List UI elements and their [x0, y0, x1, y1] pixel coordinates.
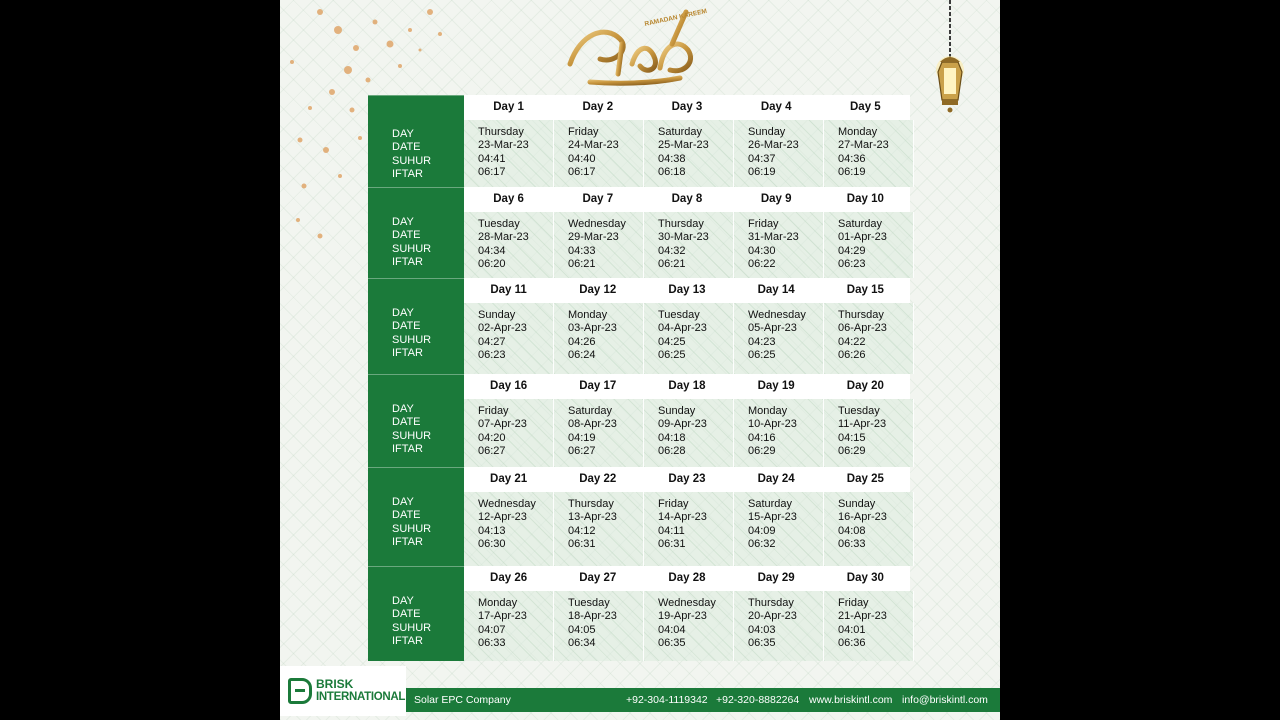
weekday: Sunday: [658, 405, 696, 417]
iftar-time: 06:35: [658, 637, 686, 650]
suhur-time: 04:40: [568, 152, 596, 165]
footer: [280, 664, 1000, 720]
iftar-time: 06:19: [748, 166, 776, 179]
row-label: IFTAR: [392, 256, 423, 269]
date: 04-Apr-23: [658, 322, 707, 335]
day-cell: [644, 399, 734, 467]
row-label: SUHUR: [392, 242, 432, 255]
day-cell: [824, 399, 914, 467]
suhur-time: 04:36: [838, 152, 866, 165]
day-cell: [734, 591, 824, 661]
email-link[interactable]: info@briskintl.com: [902, 694, 988, 706]
row-label: DAY: [392, 496, 414, 508]
day-data-row: [464, 492, 914, 566]
row-label: DATE: [392, 608, 421, 621]
row-label: DAY: [392, 307, 414, 319]
date: 12-Apr-23: [478, 511, 527, 524]
row-label: SUHUR: [392, 621, 432, 634]
iftar-time: 06:32: [748, 538, 776, 551]
iftar-time: 06:28: [658, 445, 686, 458]
iftar-time: 06:36: [838, 637, 866, 650]
ramadan-timetable: [368, 95, 914, 661]
company-logo: [280, 666, 406, 716]
row-label: IFTAR: [392, 168, 423, 181]
day-number: Day 21: [490, 473, 528, 485]
day-cell: [554, 492, 644, 566]
date: 17-Apr-23: [478, 610, 527, 623]
iftar-time: 06:26: [838, 349, 866, 362]
day-number: Day 7: [582, 193, 614, 205]
date: 21-Apr-23: [838, 610, 887, 623]
row-label: DATE: [392, 509, 421, 522]
suhur-time: 04:29: [838, 244, 866, 257]
row-label: DAY: [392, 216, 414, 228]
row-label: IFTAR: [392, 347, 423, 360]
iftar-time: 06:21: [658, 258, 686, 271]
weekday: Wednesday: [748, 309, 806, 321]
iftar-time: 06:29: [838, 445, 866, 458]
day-number: Day 5: [850, 101, 881, 113]
day-cell: [644, 591, 734, 661]
date: 24-Mar-23: [568, 139, 619, 152]
date: 01-Apr-23: [838, 231, 887, 244]
suhur-time: 04:13: [478, 524, 506, 537]
row-label: SUHUR: [392, 522, 432, 535]
website-link[interactable]: www.briskintl.com: [809, 694, 893, 706]
date: 27-Mar-23: [838, 139, 889, 152]
row-label: IFTAR: [392, 443, 423, 456]
company-tagline: Solar EPC Company: [414, 694, 511, 706]
day-number: Day 9: [760, 193, 792, 205]
suhur-time: 04:41: [478, 152, 506, 165]
day-number: Day 27: [579, 572, 617, 584]
day-number: Day 22: [579, 473, 617, 485]
iftar-time: 06:27: [478, 445, 506, 458]
date: 02-Apr-23: [478, 322, 527, 335]
day-number: Day 3: [671, 101, 703, 113]
logo-mark-icon: [288, 678, 312, 704]
iftar-time: 06:35: [748, 637, 776, 650]
row-label: SUHUR: [392, 154, 432, 167]
logo-line-1: BRISK: [316, 677, 354, 691]
day-number: Day 14: [757, 284, 795, 296]
weekday: Tuesday: [838, 405, 880, 417]
day-number: Day 19: [757, 380, 795, 392]
iftar-time: 06:34: [568, 637, 596, 650]
iftar-time: 06:25: [658, 349, 686, 362]
iftar-time: 06:21: [568, 258, 596, 271]
day-cell: [554, 212, 644, 278]
weekday: Monday: [568, 309, 608, 321]
suhur-time: 04:05: [568, 623, 596, 636]
row-label: DATE: [392, 416, 421, 429]
day-number: Day 25: [846, 473, 884, 485]
date: 10-Apr-23: [748, 418, 797, 431]
day-header-row: [464, 187, 910, 212]
day-data-row: [464, 591, 914, 661]
date: 19-Apr-23: [658, 610, 707, 623]
iftar-time: 06:33: [838, 538, 866, 551]
day-cell: [464, 591, 554, 661]
day-cell: [644, 212, 734, 278]
day-cell: [464, 492, 554, 566]
day-number: Day 18: [668, 380, 706, 392]
day-header-row: [464, 95, 910, 120]
weekday: Friday: [658, 498, 689, 510]
row-label: IFTAR: [392, 635, 423, 648]
suhur-time: 04:09: [748, 524, 776, 537]
day-cell: [824, 212, 914, 278]
day-number: Day 30: [846, 572, 884, 584]
row-label: DAY: [392, 403, 414, 415]
day-data-row: [464, 303, 914, 374]
day-cell: [824, 303, 914, 374]
row-labels: [368, 374, 464, 467]
day-cell: [554, 399, 644, 467]
day-header-row: [464, 467, 910, 492]
suhur-time: 04:03: [748, 623, 776, 636]
row-label: DATE: [392, 229, 421, 242]
row-label: SUHUR: [392, 429, 432, 442]
weekday: Friday: [568, 126, 599, 138]
row-labels: [368, 566, 464, 661]
row-label: SUHUR: [392, 333, 432, 346]
day-number: Day 12: [579, 284, 617, 296]
date: 29-Mar-23: [568, 231, 619, 244]
iftar-time: 06:23: [478, 349, 506, 362]
ramadan-kareem-calligraphy: [560, 4, 710, 90]
iftar-time: 06:31: [568, 538, 596, 551]
date: 23-Mar-23: [478, 139, 529, 152]
date: 28-Mar-23: [478, 231, 529, 244]
day-data-row: [464, 399, 914, 467]
row-labels: [368, 467, 464, 566]
weekday: Thursday: [658, 218, 704, 230]
iftar-time: 06:19: [838, 166, 866, 179]
weekday: Monday: [748, 405, 788, 417]
suhur-time: 04:27: [478, 335, 506, 348]
weekday: Tuesday: [568, 597, 610, 609]
day-cell: [464, 399, 554, 467]
iftar-time: 06:22: [748, 258, 776, 271]
suhur-time: 04:16: [748, 431, 776, 444]
day-header-row: [464, 374, 910, 399]
weekday: Sunday: [748, 126, 786, 138]
weekday: Thursday: [478, 126, 524, 138]
weekday: Saturday: [838, 218, 883, 230]
iftar-time: 06:17: [478, 166, 506, 179]
day-cell: [464, 212, 554, 278]
iftar-time: 06:25: [748, 349, 776, 362]
weekday: Thursday: [838, 309, 884, 321]
suhur-time: 04:23: [748, 335, 776, 348]
day-cell: [554, 591, 644, 661]
date: 25-Mar-23: [658, 139, 709, 152]
date: 13-Apr-23: [568, 511, 617, 524]
date: 05-Apr-23: [748, 322, 797, 335]
suhur-time: 04:25: [658, 335, 686, 348]
weekday: Tuesday: [478, 218, 520, 230]
weekday: Wednesday: [568, 218, 626, 230]
row-labels: [368, 95, 464, 187]
iftar-time: 06:30: [478, 538, 506, 551]
day-cell: [824, 120, 914, 187]
suhur-time: 04:34: [478, 244, 506, 257]
logo-line-2: INTERNATIONAL: [316, 691, 406, 703]
suhur-time: 04:07: [478, 623, 506, 636]
iftar-time: 06:24: [568, 349, 596, 362]
day-cell: [734, 303, 824, 374]
weekday: Friday: [748, 218, 779, 230]
date: 11-Apr-23: [838, 418, 887, 431]
suhur-time: 04:01: [838, 623, 866, 636]
date: 26-Mar-23: [748, 139, 799, 152]
date: 07-Apr-23: [478, 418, 527, 431]
weekday: Thursday: [748, 597, 794, 609]
day-header-row: [464, 566, 910, 591]
row-labels: [368, 187, 464, 278]
row-label: DATE: [392, 141, 421, 154]
day-cell: [464, 120, 554, 187]
ramadan-poster: [280, 0, 1000, 720]
date: 31-Mar-23: [748, 231, 799, 244]
suhur-time: 04:26: [568, 335, 596, 348]
day-cell: [734, 120, 824, 187]
row-label: DATE: [392, 320, 421, 333]
suhur-time: 04:37: [748, 152, 776, 165]
date: 15-Apr-23: [748, 511, 797, 524]
day-cell: [734, 212, 824, 278]
day-number: Day 29: [757, 572, 795, 584]
suhur-time: 04:30: [748, 244, 776, 257]
iftar-time: 06:18: [658, 166, 686, 179]
day-cell: [734, 492, 824, 566]
date: 14-Apr-23: [658, 511, 707, 524]
iftar-time: 06:23: [838, 258, 866, 271]
date: 18-Apr-23: [568, 610, 617, 623]
weekday: Sunday: [838, 498, 876, 510]
day-cell: [644, 303, 734, 374]
iftar-time: 06:31: [658, 538, 686, 551]
day-number: Day 26: [490, 572, 528, 584]
phone-1[interactable]: +92-304-1119342: [626, 694, 708, 706]
weekday: Friday: [838, 597, 869, 609]
iftar-time: 06:17: [568, 166, 596, 179]
day-cell: [464, 303, 554, 374]
suhur-time: 04:04: [658, 623, 686, 636]
date: 03-Apr-23: [568, 322, 617, 335]
iftar-time: 06:33: [478, 637, 506, 650]
weekday: Saturday: [748, 498, 793, 510]
weekday: Friday: [478, 405, 509, 417]
weekday: Tuesday: [658, 309, 700, 321]
date: 16-Apr-23: [838, 511, 887, 524]
day-data-row: [464, 212, 914, 278]
weekday: Monday: [478, 597, 518, 609]
day-cell: [644, 120, 734, 187]
day-cell: [554, 120, 644, 187]
iftar-time: 06:27: [568, 445, 596, 458]
day-number: Day 11: [490, 284, 527, 296]
phone-2[interactable]: +92-320-8882264: [716, 694, 800, 706]
weekday: Monday: [838, 126, 878, 138]
date: 08-Apr-23: [568, 418, 617, 431]
suhur-time: 04:15: [838, 431, 866, 444]
date: 09-Apr-23: [658, 418, 707, 431]
day-number: Day 17: [579, 380, 617, 392]
day-number: Day 16: [490, 380, 528, 392]
date: 20-Apr-23: [748, 610, 797, 623]
day-number: Day 23: [668, 473, 706, 485]
day-cell: [824, 492, 914, 566]
day-number: Day 13: [668, 284, 706, 296]
day-number: Day 8: [671, 193, 703, 205]
day-number: Day 28: [668, 572, 706, 584]
row-label: IFTAR: [392, 536, 423, 549]
suhur-time: 04:12: [568, 524, 596, 537]
suhur-time: 04:11: [658, 524, 685, 537]
weekday: Wednesday: [478, 498, 536, 510]
date: 30-Mar-23: [658, 231, 709, 244]
day-cell: [644, 492, 734, 566]
suhur-time: 04:08: [838, 524, 866, 537]
suhur-time: 04:18: [658, 431, 686, 444]
row-label: DAY: [392, 128, 414, 140]
day-cell: [824, 591, 914, 661]
weekday: Sunday: [478, 309, 516, 321]
day-number: Day 15: [846, 284, 884, 296]
suhur-time: 04:33: [568, 244, 596, 257]
weekday: Wednesday: [658, 597, 716, 609]
weekday: Thursday: [568, 498, 614, 510]
iftar-time: 06:20: [478, 258, 506, 271]
day-header-row: [464, 278, 910, 303]
weekday: Saturday: [658, 126, 703, 138]
day-number: Day 24: [757, 473, 795, 485]
weekday: Saturday: [568, 405, 613, 417]
lantern-icon: [930, 0, 970, 120]
suhur-time: 04:32: [658, 244, 686, 257]
day-number: Day 20: [846, 380, 884, 392]
suhur-time: 04:22: [838, 335, 866, 348]
day-cell: [734, 399, 824, 467]
iftar-time: 06:29: [748, 445, 776, 458]
ramadan-kareem-text: RAMADAN KAREEM: [643, 7, 708, 28]
day-number: Day 6: [493, 193, 524, 205]
day-cell: [554, 303, 644, 374]
row-labels: [368, 278, 464, 374]
suhur-time: 04:19: [568, 431, 596, 444]
day-number: Day 1: [493, 101, 524, 113]
day-number: Day 4: [760, 101, 792, 113]
day-data-row: [464, 120, 914, 187]
day-number: Day 10: [846, 193, 884, 205]
day-number: Day 2: [582, 101, 614, 113]
suhur-time: 04:20: [478, 431, 506, 444]
contact-bar: [406, 688, 1000, 712]
suhur-time: 04:38: [658, 152, 686, 165]
row-label: DAY: [392, 595, 414, 607]
date: 06-Apr-23: [838, 322, 887, 335]
